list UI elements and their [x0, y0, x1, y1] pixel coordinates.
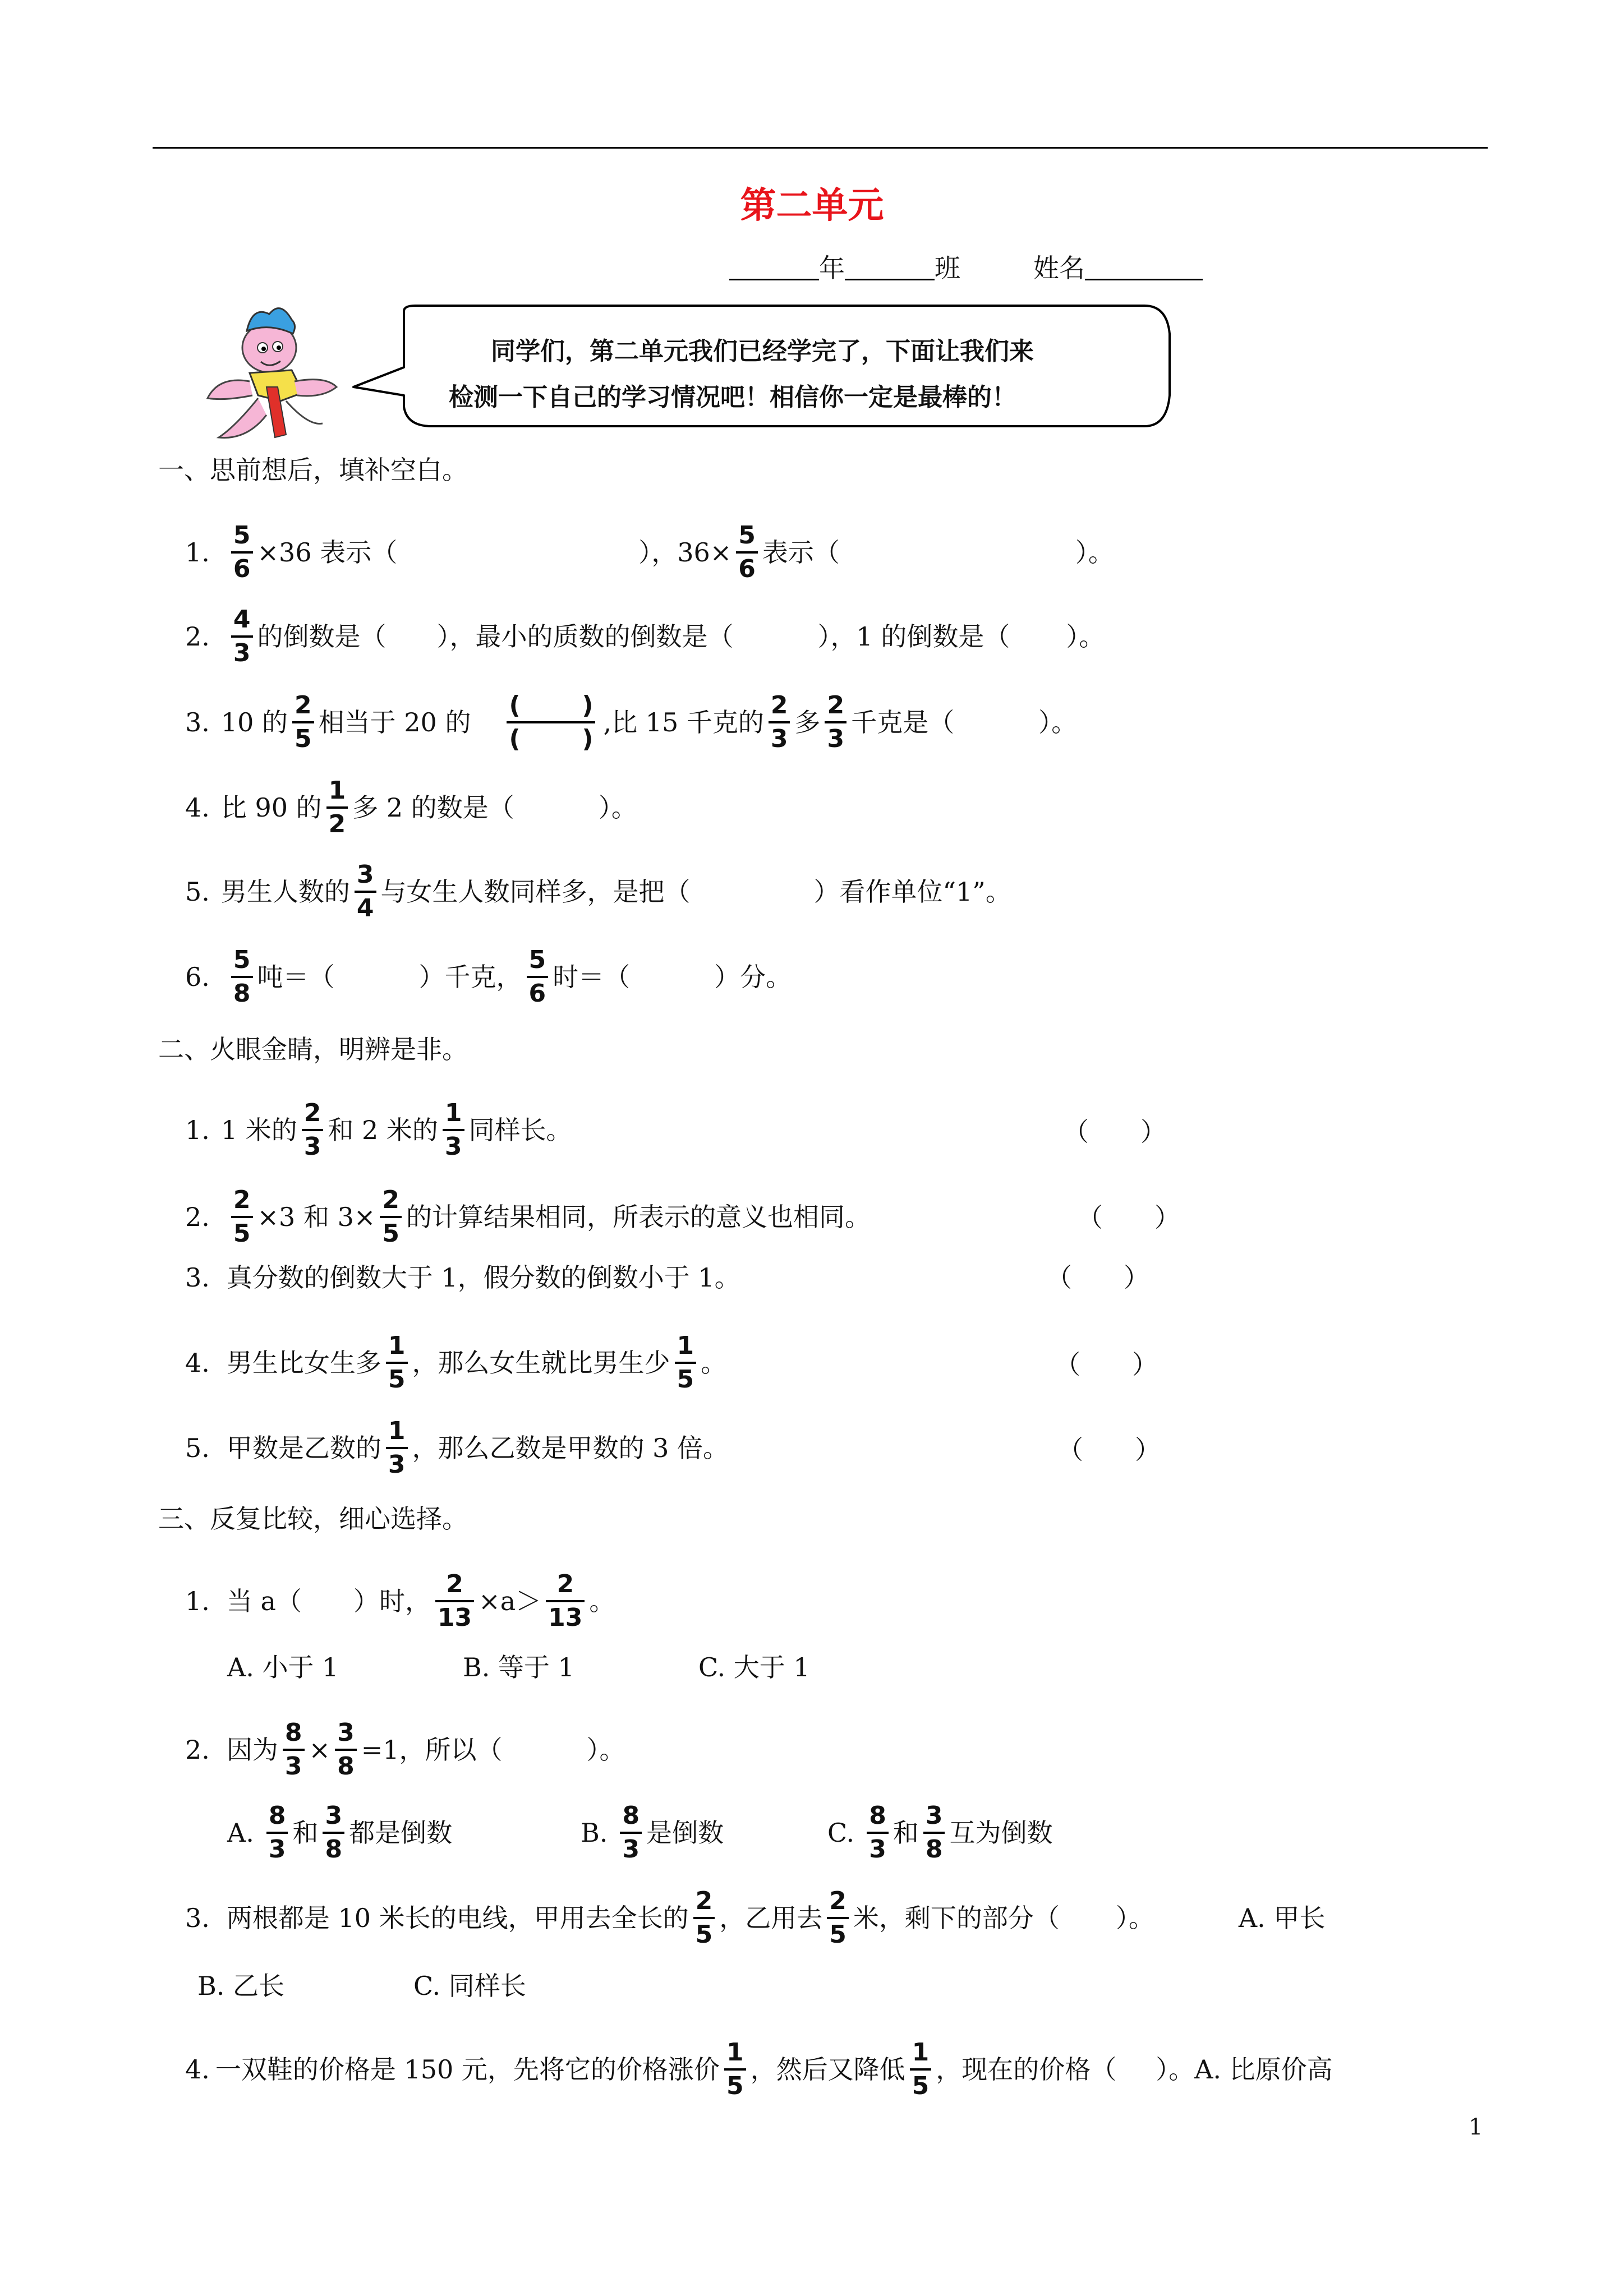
blank-fraction[interactable]: ( ) ( ) [503, 693, 599, 751]
section-3-heading: 三、反复比较，细心选择。 [158, 1504, 468, 1534]
s3-question-4: 4. 一双鞋的价格是 150 元，先将它的价格涨价 $\frac{1}{5}$ ，然后又降低 $\frac{1}{5}$ ，现在的价格（ ）。A. 比原价高 [185, 2038, 1333, 2100]
s1-question-1: 1. $\frac{5}{6}$ ×36 表示（ ），36× $\frac{5}{6}$ 表示（ ）。 [185, 521, 1114, 583]
s3-q1-options [227, 1654, 810, 1680]
s1-question-6: 6. $\frac{5}{8}$ 吨＝（ ）千克， $\frac{5}{6}$ 时＝（ ）分。 [185, 946, 792, 1008]
s2-answer-5[interactable]: （ ） [1057, 1435, 1161, 1465]
section-2-heading: 二、火眼金睛，明辨是非。 [158, 1034, 468, 1064]
name-blank[interactable] [1085, 256, 1203, 280]
fraction: $\frac{2}{5}$ [827, 1889, 849, 1947]
s3-q3-options [197, 1973, 526, 1999]
mascot-illustration [196, 303, 342, 449]
option-b[interactable]: B. 等于 1 [463, 1652, 574, 1682]
s2-answer-2[interactable]: （ ） [1077, 1202, 1180, 1233]
fraction: $\frac{1}{5}$ [724, 2040, 746, 2099]
option-a[interactable]: A. $\frac{8}{3}$ 和 $\frac{3}{8}$ 都是倒数 [227, 1801, 453, 1864]
option-a[interactable]: A. 小于 1 [227, 1652, 339, 1682]
fraction: $\frac{2}{3}$ [302, 1101, 324, 1159]
fraction: $\frac{2}{5}$ [231, 1188, 253, 1246]
s3-question-1: 1. 当 a（ ）时， $\frac{2}{13}$ ×a＞ $\frac{2}{13}$ 。 [185, 1570, 615, 1632]
page-number: 1 [1469, 2114, 1483, 2140]
fraction: $\frac{5}{8}$ [231, 948, 253, 1006]
s2-answer-3[interactable]: （ ） [1046, 1262, 1149, 1293]
option-a[interactable]: A. 甲长 [1238, 1903, 1326, 1933]
fraction: $\frac{1}{3}$ [386, 1419, 408, 1477]
fraction: $\frac{2}{5}$ [292, 693, 314, 751]
fraction: $\frac{1}{2}$ [326, 778, 348, 837]
section-1-heading: 一、思前想后，填补空白。 [158, 455, 468, 485]
s3-question-3: 3. 两根都是 10 米长的电线，甲用去全长的 $\frac{2}{5}$ ，乙用去 $\frac{2}{5}$ 米，剩下的部分（ ）。 A. 甲长 [185, 1887, 1326, 1949]
name-label: 姓名 [1033, 253, 1085, 283]
s1-question-4: 4. 比 90 的 $\frac{1}{2}$ 多 2 的数是（ ）。 [185, 776, 637, 838]
fraction: $\frac{2}{5}$ [693, 1889, 715, 1947]
option-c[interactable]: C. 大于 1 [698, 1652, 810, 1682]
s2-question-3: 3. 真分数的倒数大于 1，假分数的倒数小于 1。 [185, 1262, 740, 1293]
s2-question-2: 2. $\frac{2}{5}$ ×3 和 3× $\frac{2}{5}$ 的计算结果相同，所表示的意义也相同。 [185, 1186, 871, 1248]
fraction: $\frac{4}{3}$ [231, 607, 253, 666]
option-b[interactable]: B. $\frac{8}{3}$ 是倒数 [581, 1801, 724, 1864]
fraction: $\frac{3}{4}$ [355, 863, 376, 921]
s2-question-4: 4. 男生比女生多 $\frac{1}{5}$ ，那么女生就比男生少 $\frac{1}{5}$ 。 [185, 1331, 727, 1394]
fraction: $\frac{5}{6}$ [527, 948, 549, 1006]
bubble-line-1: 同学们，第二单元我们已经学完了，下面让我们来 [491, 337, 1034, 366]
option-c[interactable]: C. $\frac{8}{3}$ 和 $\frac{3}{8}$ 互为倒数 [827, 1801, 1053, 1864]
fraction: $\frac{1}{5}$ [675, 1334, 697, 1392]
year-label: 年 [819, 253, 845, 283]
option-b[interactable]: B. 乙长 [197, 1971, 285, 2001]
fraction: $\frac{5}{6}$ [736, 523, 758, 582]
s2-answer-4[interactable]: （ ） [1055, 1349, 1158, 1380]
s2-question-1: 1. 1 米的 $\frac{2}{3}$ 和 2 米的 $\frac{1}{3}$ 同样长。 [185, 1099, 572, 1161]
s2-question-5: 5. 甲数是乙数的 $\frac{1}{3}$ ，那么乙数是甲数的 3 倍。 [185, 1417, 729, 1479]
top-rule [153, 147, 1488, 149]
student-info [729, 255, 1203, 281]
year-blank[interactable] [729, 256, 819, 280]
speech-bubble [342, 300, 1184, 440]
fraction: $\frac{2}{13}$ [546, 1572, 585, 1630]
s1-question-2: 2. $\frac{4}{3}$ 的倒数是（ ），最小的质数的倒数是（ ），1 的倒数是（ ）。 [185, 605, 1105, 667]
fraction: $\frac{1}{5}$ [910, 2040, 932, 2099]
s2-answer-1[interactable]: （ ） [1063, 1117, 1166, 1147]
s3-q2-options [227, 1801, 1053, 1864]
fraction: $\frac{5}{6}$ [231, 523, 253, 582]
fraction: $\frac{2}{5}$ [380, 1188, 402, 1246]
fraction: $\frac{1}{5}$ [386, 1334, 408, 1392]
page-title: 第二单元 [740, 185, 884, 227]
fraction: $\frac{2}{13}$ [435, 1572, 474, 1630]
bubble-line-2: 检测一下自己的学习情况吧！相信你一定是最棒的！ [449, 383, 1016, 412]
s1-question-5: 5. 男生人数的 $\frac{3}{4}$ 与女生人数同样多，是把（ ）看作单位“1”。 [185, 860, 1011, 923]
fraction: $\frac{2}{3}$ [825, 693, 846, 751]
fraction: $\frac{2}{3}$ [769, 693, 790, 751]
fraction: $\frac{8}{3}$ [283, 1721, 305, 1779]
class-label: 班 [935, 253, 960, 283]
class-blank[interactable] [845, 256, 935, 280]
s1-question-3: 3. 10 的 $\frac{2}{5}$ 相当于 20 的 ( ) ( ) ,比 15 千克的 $\frac{2}{3}$ 多 $\frac{2}{3}$ 千克是（ ）。 [185, 691, 1078, 753]
option-c[interactable]: C. 同样长 [413, 1971, 526, 2001]
s3-question-2: 2. 因为 $\frac{8}{3}$ × $\frac{3}{8}$ =1，所以（ ）。 [185, 1718, 625, 1781]
fraction: $\frac{3}{8}$ [335, 1721, 357, 1779]
fraction: $\frac{1}{3}$ [443, 1101, 464, 1159]
